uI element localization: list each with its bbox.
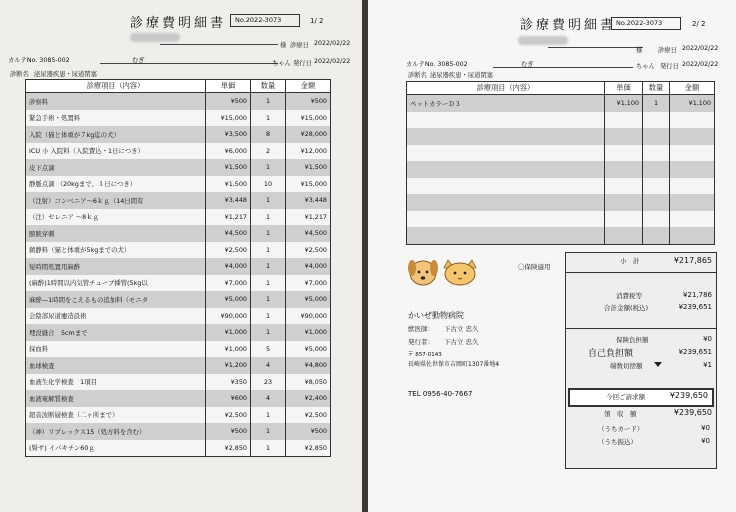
table-row bbox=[26, 159, 331, 176]
unit-price: ¥1,500 bbox=[206, 159, 251, 176]
quantity: 1 bbox=[251, 258, 286, 275]
unit-price: ¥6,000 bbox=[206, 143, 251, 160]
pet-name: むぎ bbox=[132, 57, 145, 64]
quantity bbox=[643, 211, 670, 228]
karte-number: カルテNo. 3085-002 bbox=[8, 57, 70, 64]
quantity: 1 bbox=[251, 110, 286, 127]
document-title: 診療費明細書 bbox=[520, 18, 617, 33]
amount bbox=[670, 161, 715, 178]
table-row bbox=[26, 275, 331, 292]
amount: ¥4,500 bbox=[286, 225, 331, 242]
item-name: (腎サ) イパキチン60ｇ bbox=[26, 440, 206, 457]
unit-price: ¥1,000 bbox=[206, 341, 251, 358]
document-number: No.2022-3073 bbox=[611, 17, 681, 30]
invoice-page-1 bbox=[0, 0, 362, 512]
table-row bbox=[26, 407, 331, 424]
item-name: 血球検査 bbox=[26, 357, 206, 374]
redacted-owner-name bbox=[130, 33, 180, 42]
unit-price: ¥4,500 bbox=[206, 225, 251, 242]
header-amount: 金額 bbox=[670, 82, 715, 95]
table-row bbox=[407, 128, 715, 145]
unit-price: ¥7,000 bbox=[206, 275, 251, 292]
bill-value: ¥239,650 bbox=[669, 391, 708, 400]
payment-summary bbox=[565, 252, 717, 469]
unit-price: ¥2,500 bbox=[206, 407, 251, 424]
document-number: No.2022-3073 bbox=[230, 14, 300, 27]
quantity: 1 bbox=[251, 275, 286, 292]
amount: ¥1,100 bbox=[670, 95, 715, 112]
item-name: 会陰部尿道瘻造設術 bbox=[26, 308, 206, 325]
header-amount: 金額 bbox=[286, 80, 331, 93]
bill-label: 今回ご請求額 bbox=[606, 393, 645, 401]
issue-date: 2022/02/22 bbox=[682, 61, 719, 68]
amount bbox=[670, 227, 715, 244]
issuer-name: 下古立 忠久 bbox=[444, 338, 479, 346]
self-pay-value: ¥239,651 bbox=[678, 348, 712, 356]
table-row bbox=[26, 126, 331, 143]
amount bbox=[670, 128, 715, 145]
card-value: ¥0 bbox=[701, 424, 710, 432]
unit-price: ¥1,100 bbox=[605, 95, 643, 112]
item-name: 膀胱穿刺 bbox=[26, 225, 206, 242]
table-row bbox=[26, 357, 331, 374]
owner-name-line bbox=[160, 44, 278, 45]
amount: ¥1,217 bbox=[286, 209, 331, 226]
amount: ¥15,000 bbox=[286, 176, 331, 193]
quantity: 8 bbox=[251, 126, 286, 143]
item-name: 短時間処置用麻酔 bbox=[26, 258, 206, 275]
unit-price: ¥4,000 bbox=[206, 258, 251, 275]
clinic-phone: TEL 0956-40-7667 bbox=[408, 390, 473, 398]
amount bbox=[670, 194, 715, 211]
unit-price: ¥350 bbox=[206, 374, 251, 391]
item-name bbox=[407, 194, 605, 211]
divider bbox=[566, 272, 716, 273]
item-name: 超音波断層検査（二ヶ所まで） bbox=[26, 407, 206, 424]
quantity bbox=[643, 161, 670, 178]
amount: ¥500 bbox=[286, 93, 331, 110]
quantity: 1 bbox=[251, 159, 286, 176]
pet-name-line bbox=[100, 63, 278, 64]
amount: ¥5,000 bbox=[286, 291, 331, 308]
owner-name-line bbox=[548, 47, 643, 48]
quantity: 1 bbox=[251, 93, 286, 110]
quantity: 1 bbox=[251, 423, 286, 440]
amount bbox=[670, 112, 715, 129]
tax-label: 消費税等 bbox=[616, 292, 642, 300]
table-row bbox=[407, 95, 715, 112]
table-row bbox=[26, 423, 331, 440]
item-name: 入院（猫と体重が７kg迄の犬） bbox=[26, 126, 206, 143]
item-name: 麻酔—1時間をこえるもの追加料（モニタ bbox=[26, 291, 206, 308]
subtotal-label: 小 計 bbox=[620, 257, 640, 265]
card-label: （うちカード） bbox=[598, 425, 644, 433]
rounding-label: 端数切捨額 bbox=[610, 362, 643, 370]
item-name: (麻酔)1時間以内気管チューブ挿管(5kg以 bbox=[26, 275, 206, 292]
issuer-label: 発行者： bbox=[408, 338, 434, 346]
item-name: （注）セレニア 〜8ｋｇ bbox=[26, 209, 206, 226]
item-name bbox=[407, 227, 605, 244]
exam-date: 2022/02/22 bbox=[682, 45, 719, 52]
amount: ¥2,400 bbox=[286, 390, 331, 407]
amount: ¥1,000 bbox=[286, 324, 331, 341]
exam-date-label: 診療日 bbox=[658, 47, 677, 54]
amount: ¥3,448 bbox=[286, 192, 331, 209]
header-quantity: 数量 bbox=[643, 82, 670, 95]
amount: ¥4,000 bbox=[286, 258, 331, 275]
item-name bbox=[407, 128, 605, 145]
table-row bbox=[26, 374, 331, 391]
amount: ¥1,500 bbox=[286, 159, 331, 176]
quantity: 1 bbox=[251, 209, 286, 226]
diagnosis-label: 診断名 bbox=[10, 71, 29, 78]
unit-price bbox=[605, 112, 643, 129]
unit-price: ¥2,500 bbox=[206, 242, 251, 259]
dog-and-cat-illustration bbox=[406, 254, 486, 288]
unit-price bbox=[605, 227, 643, 244]
received-value: ¥239,650 bbox=[673, 408, 712, 417]
table-row bbox=[407, 161, 715, 178]
quantity: 1 bbox=[251, 440, 286, 457]
tax-value: ¥21,786 bbox=[683, 291, 712, 299]
quantity: 4 bbox=[251, 390, 286, 407]
quantity: 1 bbox=[251, 291, 286, 308]
issue-date-label: 発行日 bbox=[660, 63, 679, 70]
item-name bbox=[407, 112, 605, 129]
diagnosis: 泌尿器疾患・尿道閉塞 bbox=[34, 71, 97, 78]
amount: ¥2,850 bbox=[286, 440, 331, 457]
diagnosis-label: 診断名 bbox=[408, 72, 427, 79]
table-row bbox=[26, 341, 331, 358]
transfer-value: ¥0 bbox=[701, 437, 710, 445]
table-row bbox=[26, 242, 331, 259]
amount: ¥500 bbox=[286, 423, 331, 440]
triangle-icon bbox=[654, 362, 662, 367]
insurance-amount-value: ¥0 bbox=[703, 335, 712, 343]
dog-icon bbox=[408, 260, 438, 285]
items-table bbox=[25, 79, 331, 457]
quantity: 1 bbox=[251, 324, 286, 341]
subtotal-value: ¥217,865 bbox=[673, 256, 712, 265]
table-row bbox=[26, 308, 331, 325]
sama-label: 様 bbox=[280, 42, 287, 49]
table-row bbox=[26, 390, 331, 407]
amount: ¥90,000 bbox=[286, 308, 331, 325]
redacted-owner-name bbox=[518, 36, 568, 45]
header-item: 診療項目（内容） bbox=[26, 80, 206, 93]
table-row bbox=[407, 211, 715, 228]
quantity: 1 bbox=[251, 308, 286, 325]
header-unit-price: 単価 bbox=[605, 82, 643, 95]
table-row bbox=[26, 93, 331, 110]
amount: ¥12,000 bbox=[286, 143, 331, 160]
unit-price: ¥5,000 bbox=[206, 291, 251, 308]
items-table bbox=[406, 81, 715, 245]
quantity bbox=[643, 227, 670, 244]
insurance-amount-label: 保険負担額 bbox=[616, 336, 649, 344]
item-name: 鎮静料（猫と体重が5kgまでの犬） bbox=[26, 242, 206, 259]
pet-name: むぎ bbox=[521, 61, 534, 68]
quantity: 1 bbox=[643, 95, 670, 112]
amount: ¥8,050 bbox=[286, 374, 331, 391]
insurance-note: 〇保険適用 bbox=[518, 263, 551, 271]
amount: ¥2,500 bbox=[286, 407, 331, 424]
item-name: （神）リプレックス15（処方料を含む） bbox=[26, 423, 206, 440]
page-number: 2/ 2 bbox=[692, 20, 706, 28]
diagnosis: 泌尿器疾患・尿道閉塞 bbox=[430, 72, 493, 79]
amount: ¥4,800 bbox=[286, 357, 331, 374]
item-name: ICU 小 入院料（入院費込・1日につき） bbox=[26, 143, 206, 160]
unit-price bbox=[605, 178, 643, 195]
table-header bbox=[26, 80, 331, 93]
table-row bbox=[26, 324, 331, 341]
unit-price: ¥1,500 bbox=[206, 176, 251, 193]
table-row bbox=[26, 110, 331, 127]
pet-name-line bbox=[493, 67, 633, 68]
item-name: 診察料 bbox=[26, 93, 206, 110]
table-row bbox=[26, 176, 331, 193]
amount bbox=[670, 178, 715, 195]
amount: ¥2,500 bbox=[286, 242, 331, 259]
item-name: 皮下点滴 bbox=[26, 159, 206, 176]
item-name: 緊急手術・処置料 bbox=[26, 110, 206, 127]
amount: ¥5,000 bbox=[286, 341, 331, 358]
table-row bbox=[26, 291, 331, 308]
item-name: 埋没縫合 5cmまで bbox=[26, 324, 206, 341]
unit-price: ¥500 bbox=[206, 423, 251, 440]
unit-price bbox=[605, 194, 643, 211]
invoice-page-2 bbox=[368, 0, 736, 512]
table-row bbox=[26, 192, 331, 209]
amount: ¥15,000 bbox=[286, 110, 331, 127]
quantity bbox=[643, 178, 670, 195]
unit-price bbox=[605, 161, 643, 178]
unit-price bbox=[605, 128, 643, 145]
quantity bbox=[643, 112, 670, 129]
unit-price: ¥500 bbox=[206, 93, 251, 110]
total-label: 合計金額(税込) bbox=[604, 304, 649, 312]
document-title: 診療費明細書 bbox=[130, 16, 227, 31]
item-name bbox=[407, 178, 605, 195]
issue-date: 2022/02/22 bbox=[314, 58, 351, 65]
table-row bbox=[407, 112, 715, 129]
cat-icon bbox=[444, 260, 476, 285]
unit-price: ¥3,448 bbox=[206, 192, 251, 209]
clinic-name: かいぜ動物病院 bbox=[408, 311, 464, 320]
item-name: ペットカラーＤ３ bbox=[407, 95, 605, 112]
table-row bbox=[26, 258, 331, 275]
bill-box bbox=[568, 388, 714, 407]
unit-price: ¥600 bbox=[206, 390, 251, 407]
rounding-value: ¥1 bbox=[703, 361, 712, 369]
unit-price bbox=[605, 145, 643, 162]
quantity: 23 bbox=[251, 374, 286, 391]
amount bbox=[670, 211, 715, 228]
karte-number: カルテNo. 3085-002 bbox=[406, 61, 468, 68]
unit-price: ¥15,000 bbox=[206, 110, 251, 127]
header-unit-price: 単価 bbox=[206, 80, 251, 93]
divider bbox=[566, 328, 716, 329]
vet-label: 獣医師： bbox=[408, 325, 434, 333]
header-quantity: 数量 bbox=[251, 80, 286, 93]
amount bbox=[670, 145, 715, 162]
table-row bbox=[407, 178, 715, 195]
item-name: 採血料 bbox=[26, 341, 206, 358]
unit-price: ¥2,850 bbox=[206, 440, 251, 457]
quantity: 1 bbox=[251, 192, 286, 209]
item-name: 血液電解質検査 bbox=[26, 390, 206, 407]
quantity: 4 bbox=[251, 357, 286, 374]
item-name: 静脈点滴 （20kgまで、１日につき） bbox=[26, 176, 206, 193]
quantity bbox=[643, 194, 670, 211]
quantity bbox=[643, 128, 670, 145]
self-pay-label: 自己負担額 bbox=[588, 349, 634, 359]
table-row bbox=[26, 225, 331, 242]
unit-price: ¥3,500 bbox=[206, 126, 251, 143]
quantity: 1 bbox=[251, 407, 286, 424]
quantity: 1 bbox=[251, 225, 286, 242]
amount: ¥28,000 bbox=[286, 126, 331, 143]
exam-date-label: 診療日 bbox=[290, 42, 309, 49]
table-header bbox=[407, 82, 715, 95]
unit-price: ¥1,000 bbox=[206, 324, 251, 341]
item-name bbox=[407, 161, 605, 178]
quantity: 10 bbox=[251, 176, 286, 193]
quantity: 5 bbox=[251, 341, 286, 358]
chan-label: ちゃん bbox=[636, 63, 655, 70]
clinic-address: 長崎県佐世保市吉岡町1307番地4 bbox=[408, 361, 500, 368]
table-row bbox=[407, 194, 715, 211]
chan-label: ちゃん bbox=[272, 60, 291, 67]
header-item: 診療項目（内容） bbox=[407, 82, 605, 95]
table-row bbox=[26, 209, 331, 226]
transfer-label: （うち振込） bbox=[598, 438, 637, 446]
table-row bbox=[26, 440, 331, 457]
table-row bbox=[407, 145, 715, 162]
sama-label: 様 bbox=[636, 47, 643, 54]
table-row bbox=[407, 227, 715, 244]
issue-date-label: 発行日 bbox=[293, 60, 312, 67]
quantity bbox=[643, 145, 670, 162]
amount: ¥7,000 bbox=[286, 275, 331, 292]
item-name bbox=[407, 211, 605, 228]
vet-name: 下古立 忠久 bbox=[444, 325, 479, 333]
page-number: 1/ 2 bbox=[310, 17, 324, 25]
quantity: 1 bbox=[251, 242, 286, 259]
unit-price: ¥90,000 bbox=[206, 308, 251, 325]
unit-price: ¥1,200 bbox=[206, 357, 251, 374]
item-name: 血液生化学検査 1項目 bbox=[26, 374, 206, 391]
unit-price: ¥1,217 bbox=[206, 209, 251, 226]
postal-code: 〒 857-0143 bbox=[408, 352, 442, 358]
item-name: （注射）コンベニア〜6ｋｇ（14日間有 bbox=[26, 192, 206, 209]
received-label: 領 収 額 bbox=[604, 410, 637, 418]
exam-date: 2022/02/22 bbox=[314, 40, 351, 47]
quantity: 2 bbox=[251, 143, 286, 160]
table-row bbox=[26, 143, 331, 160]
total-value: ¥239,651 bbox=[678, 303, 712, 311]
unit-price bbox=[605, 211, 643, 228]
item-name bbox=[407, 145, 605, 162]
